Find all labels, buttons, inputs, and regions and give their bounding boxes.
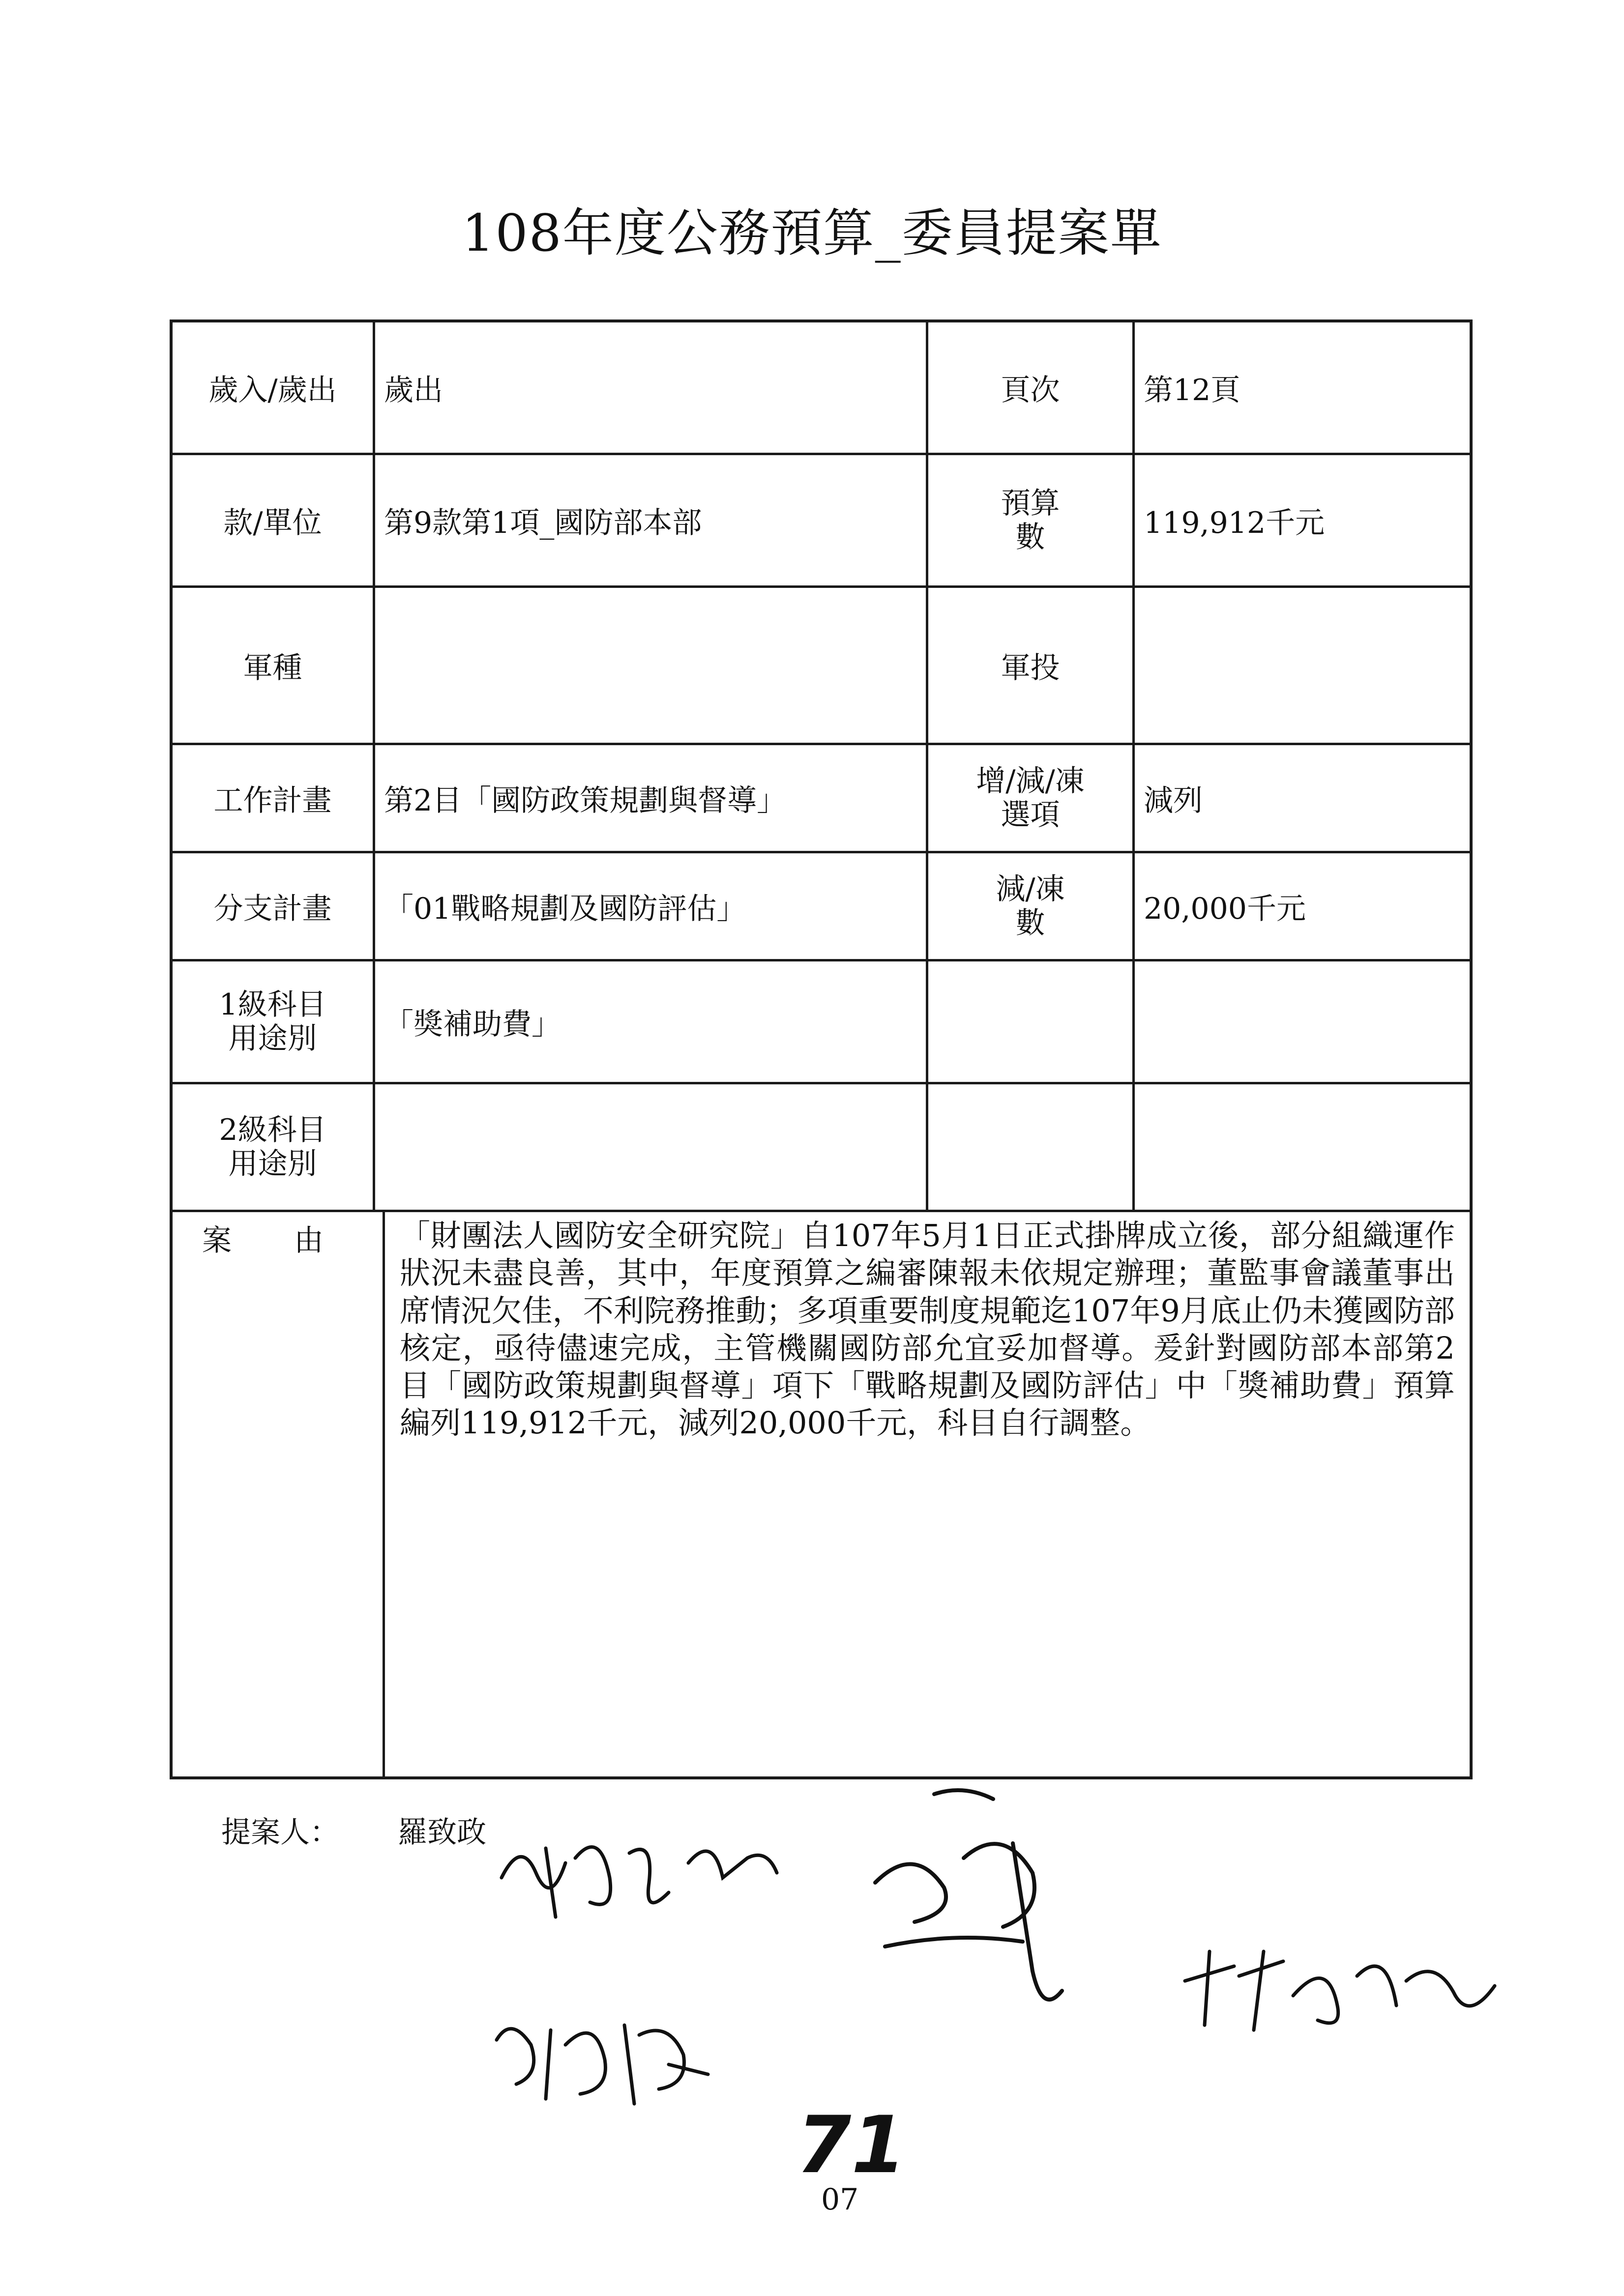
blank-cell-r7-c4: [1135, 1084, 1470, 1212]
blank-cell-r6-c4: [1135, 961, 1470, 1084]
value-military-investment: [1135, 588, 1470, 745]
reason-text: 「財團法人國防安全研究院」自107年5月1日正式掛牌成立後，部分組織運作狀況未盡良善，其中，年度預算之編審陳報未依規定辦理；董監事會議董事出席情況欠佳，不利院務推動；多項重要制度規範迄107年9月底止仍未獲國防部核定，亟待儘速完成，主管機關國防部允宜妥加督導。爰針對國防部本部第2目「國防政策規劃與督導」項下「戰略規劃及國防評估」中「獎補助費」預算編列119,912千元，減列20,000千元，科目自行調整。: [400, 1218, 1455, 1441]
label-level1-subject-line1: 1級科目: [219, 987, 326, 1022]
label-military-investment: 軍投: [928, 588, 1135, 745]
proposer-label: 提案人：: [221, 1815, 339, 1850]
proposer-name: 羅致政: [398, 1815, 487, 1850]
label-budget-amount-line1: 預算: [1001, 486, 1060, 521]
label-revenue-expense: 歲入/歲出: [173, 322, 375, 455]
signature-4: [492, 2001, 718, 2114]
value-cut-freeze-amount: 20,000千元: [1135, 853, 1470, 961]
label-level2-subject: [173, 1084, 375, 1212]
label-budget-amount-line2: 數: [1015, 520, 1045, 554]
signature-1: [492, 1819, 787, 1932]
label-page: 頁次: [928, 322, 1135, 455]
form-title: 108年度公務預算_委員提案單: [462, 203, 1162, 263]
label-level1-subject: [173, 961, 375, 1084]
value-adjust-option: 減列: [1135, 745, 1470, 853]
label-work-plan: 工作計畫: [173, 745, 375, 853]
signature-3: [1180, 1937, 1500, 2045]
value-level1-subject: 「獎補助費」: [375, 961, 928, 1084]
label-service-branch: 軍種: [173, 588, 375, 745]
value-page: 第12頁: [1135, 322, 1470, 455]
label-branch-plan: 分支計畫: [173, 853, 375, 961]
value-section-unit: 第9款第1項_國防部本部: [375, 455, 928, 588]
value-work-plan: 第2目「國防政策規劃與督導」: [375, 745, 928, 853]
value-branch-plan: 「01戰略規劃及國防評估」: [375, 853, 928, 961]
blank-cell-r6-c3: [928, 961, 1135, 1084]
label-adjust-option: [928, 745, 1135, 853]
value-budget-amount: 119,912千元: [1135, 455, 1470, 588]
label-level2-subject-line2: 用途別: [228, 1146, 317, 1181]
value-revenue-expense: 歲出: [375, 322, 928, 455]
label-level1-subject-line2: 用途別: [228, 1021, 317, 1056]
label-section-unit: 款/單位: [173, 455, 375, 588]
label-budget-amount: [928, 455, 1135, 588]
proposal-form-table: [170, 320, 1473, 1779]
page-number: 07: [821, 2182, 859, 2217]
proposer-line: [221, 1809, 535, 1851]
label-adjust-option-line1: 增/減/凍: [976, 763, 1085, 798]
label-cut-freeze-amount-line2: 數: [1015, 905, 1045, 940]
signature-2: [856, 1784, 1111, 2050]
label-reason: [173, 1212, 385, 1776]
label-reason-char1: 案: [202, 1223, 232, 1258]
label-reason-char2: 由: [294, 1223, 324, 1258]
label-cut-freeze-amount-line1: 減/凍: [996, 872, 1065, 906]
blank-cell-r7-c3: [928, 1084, 1135, 1212]
value-level2-subject: [375, 1084, 928, 1212]
value-service-branch: [375, 588, 928, 745]
label-cut-freeze-amount: [928, 853, 1135, 961]
label-adjust-option-line2: 選項: [1001, 797, 1060, 832]
label-level2-subject-line1: 2級科目: [219, 1112, 326, 1147]
handwritten-page-number: 71: [797, 2099, 906, 2191]
